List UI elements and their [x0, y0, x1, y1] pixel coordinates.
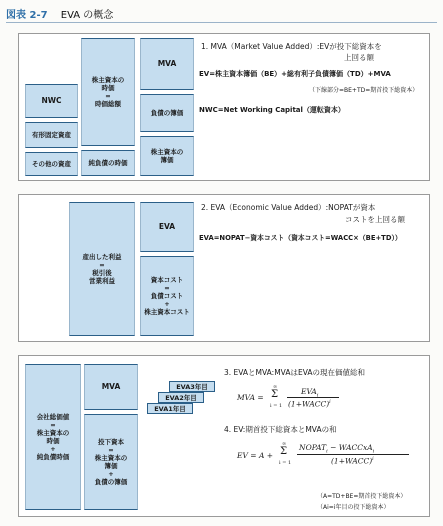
mva-denominator-text: (1+WACC)	[288, 399, 330, 409]
eva-heading-1: 2. EVA（Economic Value Added）:NOPATが資本	[201, 203, 376, 212]
eva-heading-2: コストを上回る額	[345, 215, 405, 224]
total-value-box: 会社総価値 = 株主資本の 時価 + 純負債時価	[25, 364, 81, 510]
debt-book-box: 負債の簿価	[140, 94, 194, 132]
eva-box: EVA	[140, 202, 194, 252]
market-equity-box: 株主資本の 時価 = 時価総額	[81, 38, 135, 146]
ev-numerator-sub: i	[326, 448, 328, 455]
underline-note: （下線部分=BE+TD=期首投下総資本）	[309, 87, 419, 94]
ev-numerator-sub2: i	[372, 448, 375, 455]
ev-formula-3	[237, 441, 417, 471]
ev-sum-sign: Σ	[280, 446, 288, 457]
eva-year3-tag: EVA3年目	[169, 381, 215, 392]
figure-name: EVA の概念	[60, 10, 114, 21]
equity-book-box: 株主資本の 簿価	[140, 136, 194, 176]
ev-formula: EV=株主資本簿価（BE）+総有利子負債簿価（TD）+MVA	[199, 70, 391, 78]
sum-upper: ∞	[273, 384, 278, 390]
ev-denominator	[331, 456, 374, 466]
figure-title	[6, 6, 113, 21]
capital-cost-box: 資本コスト = 負債コスト + 株主資本コスト	[140, 256, 194, 336]
ev-heading: 4. EV:期首投下総資本とMVAの和	[224, 425, 337, 434]
invested-capital-box: 投下資本 = 株主資本の 簿価 + 負債の簿価	[84, 414, 138, 510]
figure-number: 図表 2-7	[6, 10, 48, 21]
sum-sign: Σ	[271, 389, 279, 400]
mva-formula-lhs: MVA =	[237, 393, 264, 402]
ev-sum-lower: i = 1	[279, 460, 292, 466]
mva-box-3: MVA	[84, 364, 138, 410]
ev-numerator-nopat: NOPAT	[299, 443, 327, 452]
mva-numerator-sub: i	[316, 392, 319, 399]
panel-mva	[18, 33, 430, 181]
eva-formula: EVA=NOPAT−資本コスト（資本コスト=WACC×（BE+TD））	[199, 234, 402, 242]
ev-fraction-bar	[297, 454, 409, 455]
note-a: （A=TD+BE=期首投下総資本）	[317, 493, 407, 500]
ev-denominator-text: (1+WACC)	[331, 456, 373, 466]
mva-heading-1: 1. MVA（Market Value Added）:EVが投下総資本を	[201, 42, 382, 51]
title-rule	[6, 22, 437, 23]
mva-formula	[237, 384, 387, 412]
panel-eva-mva	[18, 355, 430, 517]
eva-mva-heading: 3. EVAとMVA:MVAはEVAの現在価値総和	[224, 368, 365, 377]
eva-year2-tag: EVA2年目	[158, 392, 204, 403]
panel-eva	[18, 194, 430, 342]
nwc-box: NWC	[25, 84, 78, 118]
mva-denominator	[288, 399, 331, 409]
mva-box: MVA	[140, 38, 194, 90]
eva-year1-tag: EVA1年目	[147, 403, 193, 414]
ev-denominator-sup: i	[372, 456, 374, 462]
sum-lower: i = 1	[270, 403, 283, 409]
mva-heading-2: 上回る額	[344, 53, 374, 62]
other-assets-box: その他の資産	[25, 152, 78, 176]
nwc-definition: NWC=Net Working Capital（運転資本）	[199, 106, 345, 114]
mva-numerator-eva: EVA	[301, 387, 317, 396]
mva-fraction-bar	[287, 397, 339, 398]
ev-formula-lhs: EV = A +	[237, 451, 274, 460]
mva-denominator-sup: i	[329, 399, 331, 405]
fixed-assets-box: 有形固定資産	[25, 122, 78, 148]
after-tax-profit-box: 産出した利益 = 税引後 営業利益	[69, 202, 135, 336]
ev-numerator	[299, 443, 374, 455]
net-debt-market-box: 純負債の時価	[81, 150, 135, 176]
note-ai: （Ai=i年目の投下総資本）	[317, 504, 390, 511]
ev-sum-upper: ∞	[282, 441, 287, 447]
ev-numerator-rest: − WACCxA	[327, 443, 373, 452]
